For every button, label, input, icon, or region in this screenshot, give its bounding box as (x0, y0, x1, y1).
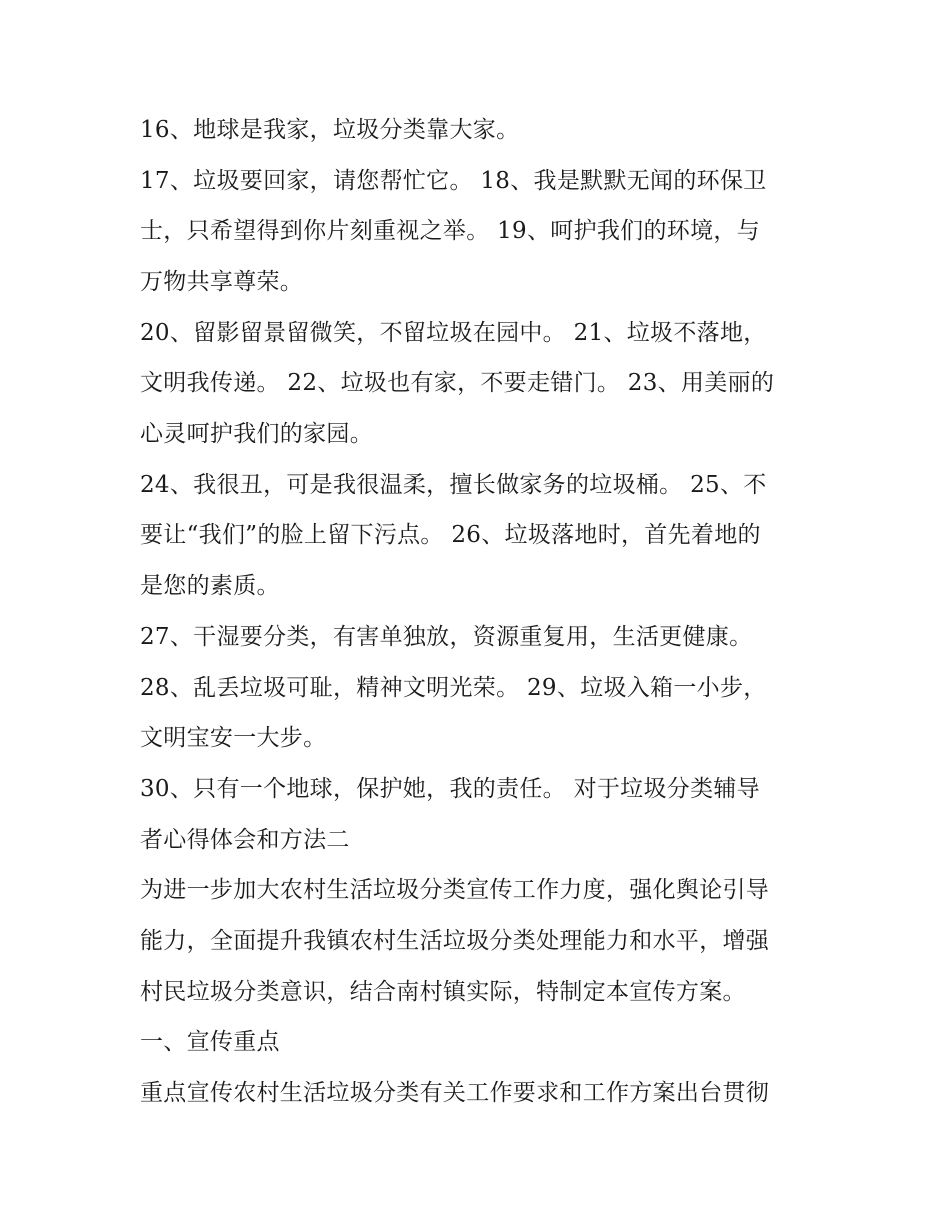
text-line: 为进一步加大农村生活垃圾分类宣传工作力度，强化舆论引导 (140, 877, 770, 903)
text-line: 要让“我们”的脸上留下污点。 26、垃圾落地时，首先着地的 (140, 522, 761, 548)
section-heading: 一、宣传重点 (140, 1029, 280, 1055)
text-line: 28、乱丢垃圾可耻，精神文明光荣。 29、垃圾入箱一小步， (140, 675, 767, 701)
text-line: 16、地球是我家，垃圾分类靠大家。 (140, 117, 520, 143)
text-line: 30、只有一个地球，保护她，我的责任。 对于垃圾分类辅导 (140, 776, 760, 802)
text-line: 士，只希望得到你片刻重视之举。 19、呵护我们的环境，与 (140, 218, 760, 244)
text-line: 27、干湿要分类，有害单独放，资源重复用，生活更健康。 (140, 624, 753, 650)
text-line: 万物共享尊荣。 (140, 269, 304, 295)
text-line: 村民垃圾分类意识，结合南村镇实际，特制定本宣传方案。 (140, 979, 746, 1005)
text-line: 文明宝安一大步。 (140, 725, 327, 751)
text-line: 心灵呵护我们的家园。 (140, 421, 373, 447)
text-line: 是您的素质。 (140, 573, 280, 599)
text-line: 者心得体会和方法二 (140, 827, 350, 853)
text-line: 能力，全面提升我镇农村生活垃圾分类处理能力和水平，增强 (140, 928, 770, 954)
text-line: 20、留影留景留微笑，不留垃圾在园中。 21、垃圾不落地， (140, 320, 767, 346)
text-line: 文明我传递。 22、垃圾也有家，不要走错门。 23、用美丽的 (140, 370, 775, 396)
text-line: 24、我很丑，可是我很温柔，擅长做家务的垃圾桶。 25、不 (140, 472, 767, 498)
text-line: 重点宣传农村生活垃圾分类有关工作要求和工作方案出台贯彻 (140, 1080, 770, 1106)
text-line: 17、垃圾要回家，请您帮忙它。 18、我是默默无闻的环保卫 (140, 168, 767, 194)
